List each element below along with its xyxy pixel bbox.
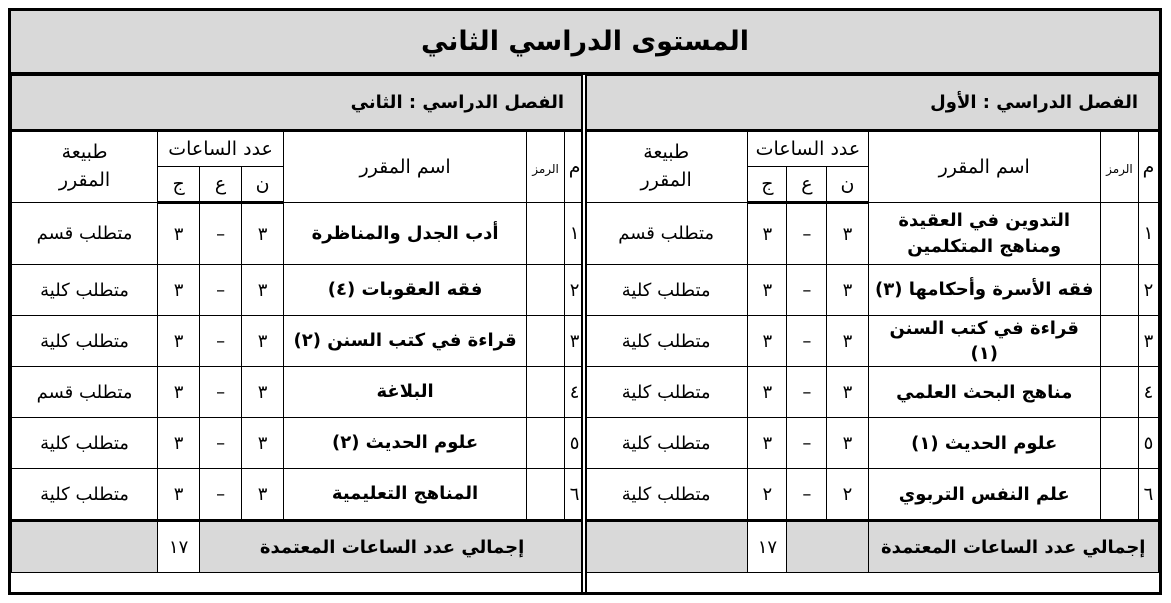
hours-j: ٣ — [158, 367, 200, 418]
course-name: قراءة في كتب السنن (١) — [868, 316, 1100, 367]
code-header-text: الرمز — [1106, 162, 1133, 176]
course-code — [1100, 367, 1138, 418]
hours-n: ٣ — [242, 418, 284, 469]
semester-divider — [581, 75, 587, 592]
semester-label: الفصل الدراسي : الثاني — [12, 76, 585, 131]
course-index: ٦ — [1138, 469, 1158, 521]
table-row — [12, 418, 585, 469]
hours-n: ٣ — [827, 316, 868, 367]
hours-j: ٣ — [158, 265, 200, 316]
course-name-line1: التدوين في العقيدة — [898, 210, 1071, 232]
hours-n: ٣ — [242, 367, 284, 418]
course-index: ٣ — [565, 316, 585, 367]
hours-a-header: ع — [787, 167, 827, 203]
course-code — [1100, 418, 1138, 469]
course-type-header-line2: المقرر — [640, 169, 692, 191]
total-spacer-end — [12, 521, 158, 573]
hours-n: ٢ — [827, 469, 868, 521]
course-name: علوم الحديث (٢) — [284, 418, 527, 469]
hours-a: – — [787, 316, 827, 367]
course-type: متطلب كلية — [585, 367, 748, 418]
hours-n: ٣ — [242, 469, 284, 521]
total-label: إجمالي عدد الساعات المعتمدة — [200, 521, 585, 573]
semester-label: الفصل الدراسي : الأول — [585, 76, 1159, 131]
course-type: متطلب كلية — [12, 469, 158, 521]
course-name: البلاغة — [284, 367, 527, 418]
hours-n: ٣ — [242, 203, 284, 265]
semester-first-table — [584, 75, 1159, 573]
course-name: أدب الجدل والمناظرة — [284, 203, 527, 265]
hours-j-header: ج — [158, 167, 200, 203]
course-index: ٥ — [1138, 418, 1158, 469]
hours-a: – — [787, 469, 827, 521]
total-row — [12, 521, 585, 573]
hours-n-header: ن — [242, 167, 284, 203]
course-name: علوم الحديث (١) — [868, 418, 1100, 469]
course-index: ٢ — [565, 265, 585, 316]
hours-j: ٣ — [158, 316, 200, 367]
semester-first — [584, 75, 1159, 592]
total-row — [585, 521, 1159, 573]
semester-header-row — [585, 76, 1159, 131]
course-index: ٥ — [565, 418, 585, 469]
course-code — [527, 265, 565, 316]
table-row — [12, 367, 585, 418]
course-type: متطلب كلية — [12, 418, 158, 469]
total-value: ١٧ — [158, 521, 200, 573]
hours-a: – — [200, 316, 242, 367]
table-row — [12, 265, 585, 316]
index-header: م — [565, 131, 585, 203]
hours-j: ٣ — [748, 367, 787, 418]
hours-n-header: ن — [827, 167, 868, 203]
course-code — [1100, 469, 1138, 521]
course-code — [527, 316, 565, 367]
course-type-header-line2: المقرر — [58, 169, 111, 191]
hours-a: – — [200, 367, 242, 418]
hours-j: ٣ — [748, 265, 787, 316]
course-name: فقه العقوبات (٤) — [284, 265, 527, 316]
semester-second-table — [11, 75, 585, 573]
code-header — [527, 131, 565, 203]
course-name: فقه الأسرة وأحكامها (٣) — [868, 265, 1100, 316]
course-index: ٣ — [1138, 316, 1158, 367]
course-type-header — [12, 131, 158, 203]
total-value: ١٧ — [748, 521, 787, 573]
hours-j: ٣ — [158, 418, 200, 469]
table-row — [585, 265, 1159, 316]
course-type-header-line1: طبيعة — [643, 141, 690, 164]
course-index: ١ — [565, 203, 585, 265]
hours-header: عدد الساعات — [748, 131, 868, 167]
course-name: قراءة في كتب السنن (٢) — [284, 316, 527, 367]
hours-a: – — [787, 418, 827, 469]
table-row — [585, 367, 1159, 418]
course-type: متطلب قسم — [12, 367, 158, 418]
table-row — [12, 316, 585, 367]
semester-header-row — [12, 76, 585, 131]
course-name-line2: ومناهج المتكلمين — [907, 235, 1062, 257]
hours-n: ٣ — [827, 367, 868, 418]
hours-n: ٣ — [242, 316, 284, 367]
course-index: ١ — [1138, 203, 1158, 265]
column-header-row — [12, 131, 585, 167]
hours-j: ٣ — [748, 418, 787, 469]
table-row — [12, 203, 585, 265]
total-spacer-end — [585, 521, 748, 573]
code-header — [1100, 131, 1138, 203]
hours-j: ٣ — [748, 316, 787, 367]
table-row — [12, 469, 585, 521]
hours-j: ٣ — [158, 203, 200, 265]
hours-a: – — [200, 265, 242, 316]
semester-second — [11, 75, 584, 592]
course-type: متطلب كلية — [12, 265, 158, 316]
course-type-header-line1: طبيعة — [61, 141, 108, 164]
course-index: ٢ — [1138, 265, 1158, 316]
course-type: متطلب كلية — [585, 469, 748, 521]
hours-a: – — [787, 367, 827, 418]
course-code — [1100, 265, 1138, 316]
hours-a-header: ع — [200, 167, 242, 203]
page-title: المستوى الدراسي الثاني — [11, 11, 1159, 75]
course-code — [527, 203, 565, 265]
hours-a: – — [200, 203, 242, 265]
hours-n: ٣ — [827, 418, 868, 469]
course-name: مناهج البحث العلمي — [868, 367, 1100, 418]
course-code — [1100, 203, 1138, 265]
course-code — [1100, 316, 1138, 367]
table-row — [585, 316, 1159, 367]
hours-header: عدد الساعات — [158, 131, 284, 167]
course-name-header: اسم المقرر — [284, 131, 527, 203]
hours-j-header: ج — [748, 167, 787, 203]
hours-j: ٣ — [158, 469, 200, 521]
course-name — [868, 203, 1100, 265]
table-row — [585, 469, 1159, 521]
column-header-row — [585, 131, 1159, 167]
course-type: متطلب قسم — [585, 203, 748, 265]
course-type: متطلب قسم — [12, 203, 158, 265]
hours-j: ٣ — [748, 203, 787, 265]
course-code — [527, 367, 565, 418]
course-type-header — [585, 131, 748, 203]
hours-n: ٣ — [827, 265, 868, 316]
course-name-header: اسم المقرر — [868, 131, 1100, 203]
course-type: متطلب كلية — [585, 316, 748, 367]
course-name: المناهج التعليمية — [284, 469, 527, 521]
total-spacer — [787, 521, 868, 573]
course-code — [527, 418, 565, 469]
course-type: متطلب كلية — [12, 316, 158, 367]
hours-n: ٣ — [242, 265, 284, 316]
hours-n: ٣ — [827, 203, 868, 265]
course-type: متطلب كلية — [585, 265, 748, 316]
course-code — [527, 469, 565, 521]
code-header-text: الرمز — [532, 162, 559, 176]
hours-j: ٢ — [748, 469, 787, 521]
course-index: ٦ — [565, 469, 585, 521]
table-row — [585, 418, 1159, 469]
hours-a: – — [200, 469, 242, 521]
study-plan-level-2 — [8, 8, 1162, 595]
hours-a: – — [200, 418, 242, 469]
course-type: متطلب كلية — [585, 418, 748, 469]
course-index: ٤ — [1138, 367, 1158, 418]
hours-a: – — [787, 265, 827, 316]
total-label: إجمالي عدد الساعات المعتمدة — [868, 521, 1158, 573]
table-row — [585, 203, 1159, 265]
index-header: م — [1138, 131, 1158, 203]
course-name: علم النفس التربوي — [868, 469, 1100, 521]
hours-a: – — [787, 203, 827, 265]
course-index: ٤ — [565, 367, 585, 418]
